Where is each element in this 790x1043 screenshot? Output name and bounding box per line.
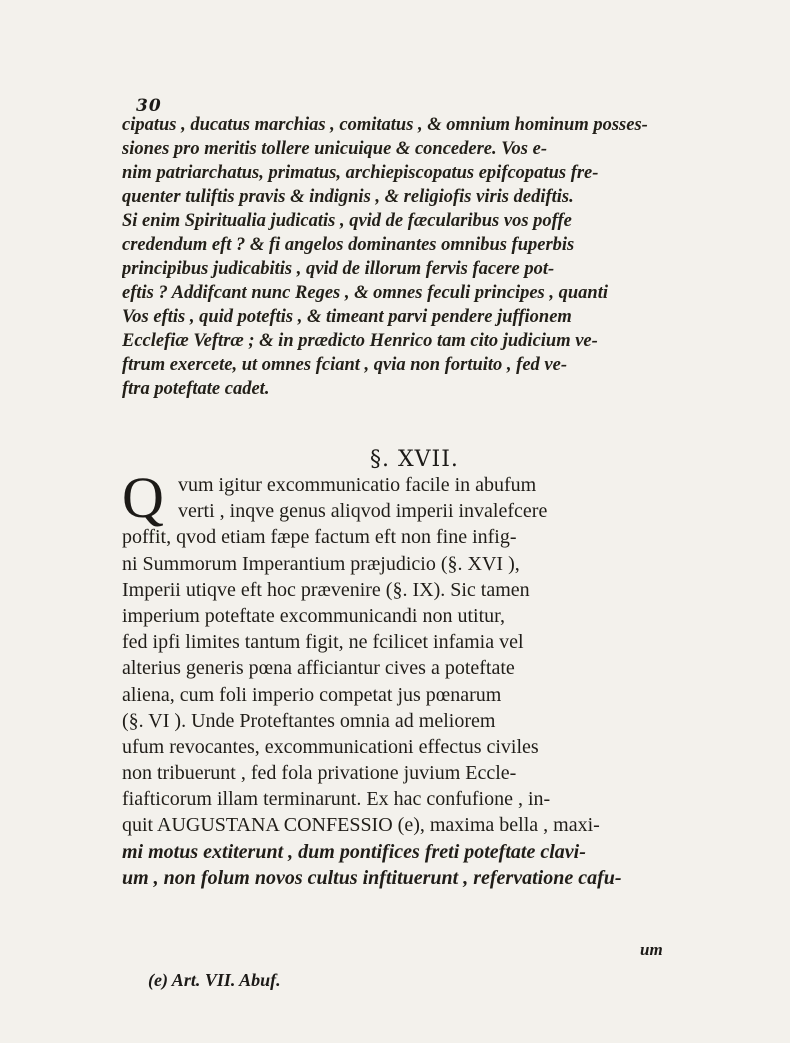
- text-line: principibus judicabitis , qvid de illorum fervis facere pot-: [122, 259, 555, 279]
- text-line: Vos eftis , quid poteftis , & timeant parvi pendere juffionem: [122, 307, 572, 327]
- text-line: nim patriarchatus, primatus, archiepiscopatus epifcopatus fre-: [122, 163, 599, 183]
- italic-quotation: [122, 113, 682, 401]
- text-line: Imperii utiqve eft hoc prævenire (§. IX). Sic tamen: [122, 578, 530, 601]
- text-line: ftra poteftate cadet.: [122, 379, 270, 399]
- text-line: eftis ? Addifcant nunc Reges , & omnes feculi principes , quanti: [122, 283, 608, 303]
- text-line: Ecclefiæ Veftræ ; & in prædicto Henrico tam cito judicium ve-: [122, 331, 598, 351]
- text-line: siones pro meritis tollere unicuique & concedere. Vos e-: [122, 139, 547, 159]
- text-line: poffit, qvod etiam fæpe factum eft non fine infig-: [122, 526, 517, 549]
- text-line: Si enim Spiritualia judicatis , qvid de fæcularibus vos poffe: [122, 211, 572, 231]
- text-line: fed ipfi limites tantum figit, ne fcilicet infamia vel: [122, 631, 524, 654]
- text-line: aliena, cum foli imperio competat jus pœnarum: [122, 683, 502, 706]
- text-line: imperium poteftate excommunicandi non utitur,: [122, 604, 505, 627]
- text-line: ftrum exercete, ut omnes fciant , qvia non fortuito , fed ve-: [122, 355, 567, 375]
- text-line: ufum revocantes, excommunicationi effectus civiles: [122, 735, 539, 758]
- section-heading: §. XVII.: [370, 447, 459, 472]
- text-line: mi motus extiterunt , dum pontifices freti poteftate clavi-: [122, 840, 586, 863]
- page-number: 30: [136, 96, 162, 116]
- text-line: credendum eft ? & fi angelos dominantes omnibus fuperbis: [122, 235, 575, 255]
- catchword: um: [640, 940, 663, 959]
- text-line: cipatus , ducatus marchias , comitatus , & omnium hominum posses-: [122, 115, 648, 135]
- footnote: (e) Art. VII. Abuf.: [148, 970, 281, 990]
- text-line: fiafticorum illam terminarunt. Ex hac confufione , in-: [122, 788, 551, 811]
- text-line: quit AUGUSTANA CONFESSIO (e), maxima bella , maxi-: [122, 814, 600, 837]
- body-paragraph: [122, 465, 682, 891]
- text-line: ni Summorum Imperantium præjudicio (§. XVI ),: [122, 552, 520, 575]
- text-line: alterius generis pœna afficiantur cives a poteftate: [122, 657, 515, 680]
- text-line: quenter tuliftis pravis & indignis , & religiofis viris dediftis.: [122, 187, 574, 207]
- text-line: verti , inqve genus aliqvod imperii invalefcere: [178, 500, 548, 523]
- text-line: (§. VI ). Unde Proteftantes omnia ad meliorem: [122, 709, 496, 732]
- drop-capital: Q: [122, 465, 164, 530]
- text-line: vum igitur excommunicatio facile in abufum: [178, 474, 537, 496]
- text-line: um , non folum novos cultus inftituerunt , refervatione cafu-: [122, 866, 622, 889]
- text-line: non tribuerunt , fed fola privatione juvium Eccle-: [122, 762, 517, 785]
